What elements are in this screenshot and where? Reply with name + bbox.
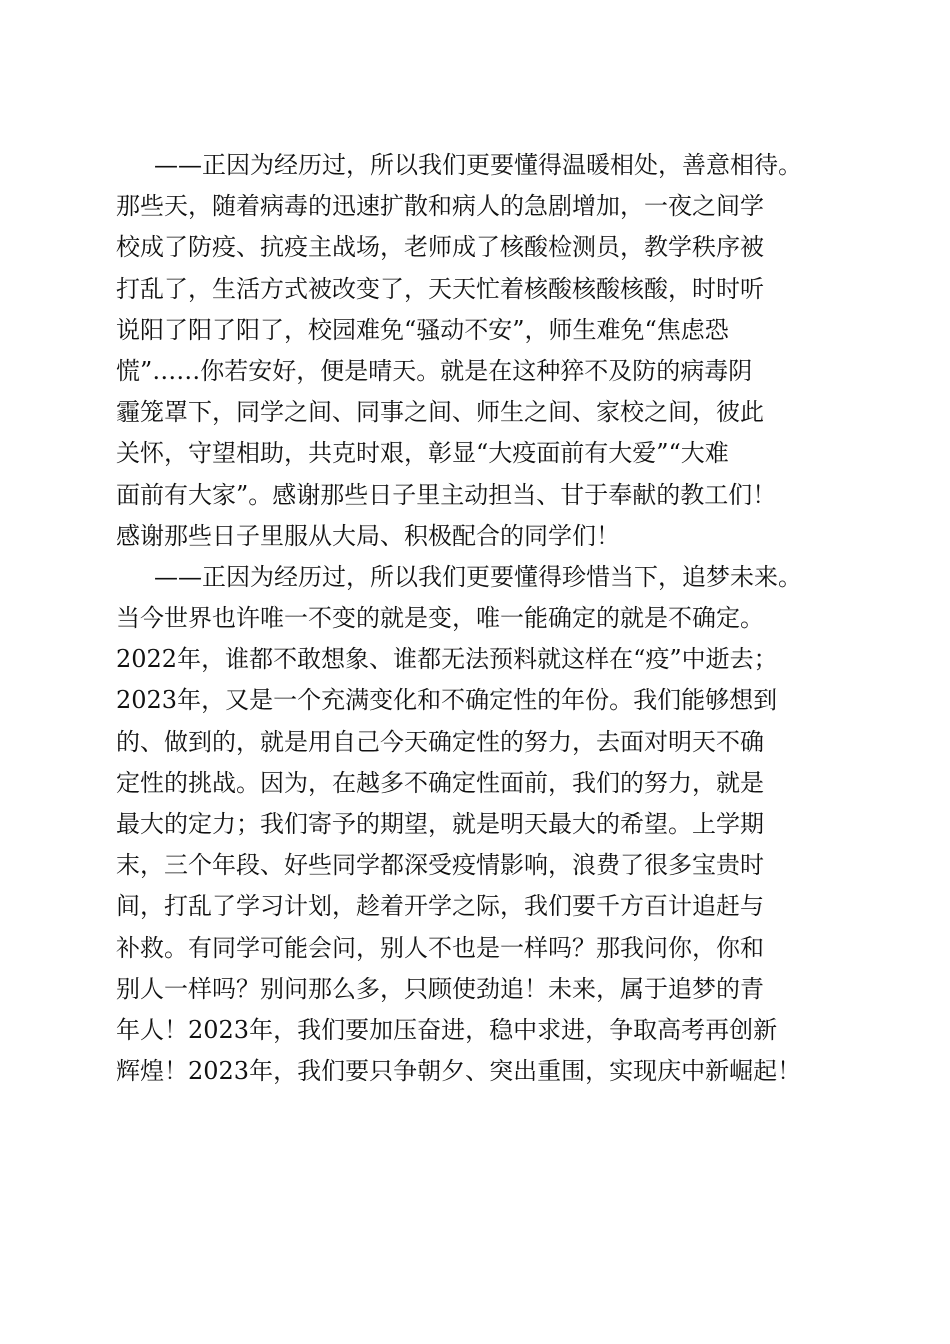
paragraph-cherish — [116, 557, 841, 1092]
paragraph-line: 辉煌！2023年，我们要只争朝夕、突出重围，实现庆中新崛起！ — [116, 1057, 802, 1086]
paragraph-line: 霾笼罩下，同学之间、同事之间、师生之间、家校之间，彼此 — [116, 398, 764, 427]
paragraph-line: 2022年，谁都不敢想象、谁都无法预料就这样在“疫”中逝去； — [116, 645, 778, 674]
paragraph-line: 当今世界也许唯一不变的就是变，唯一能确定的就是不确定。 — [116, 604, 764, 633]
paragraph-line: 打乱了，生活方式被改变了，天天忙着核酸核酸核酸，时时听 — [116, 274, 764, 303]
paragraph-line: 别人一样吗？别问那么多，只顾使劲追！未来，属于追梦的青 — [116, 974, 764, 1003]
paragraph-line: 末，三个年段、好些同学都深受疫情影响，浪费了很多宝贵时 — [116, 851, 764, 880]
paragraph-line: 面前有大家”。感谢那些日子里主动担当、甘于奉献的教工们！ — [116, 480, 777, 509]
paragraph-line: 年人！2023年，我们要加压奋进，稳中求进，争取高考再创新 — [116, 1015, 778, 1044]
paragraph-line: ——正因为经历过，所以我们更要懂得温暖相处，善意相待。 — [154, 151, 802, 179]
paragraph-line: 关怀，守望相助，共克时艰，彰显“大疫面前有大爱”“大难 — [116, 439, 729, 468]
paragraph-line: 那些天，随着病毒的迅速扩散和病人的急剧增加，一夜之间学 — [116, 192, 764, 221]
paragraph-line: 定性的挑战。因为，在越多不确定性面前，我们的努力，就是 — [116, 768, 764, 797]
paragraph-line: ——正因为经历过，所以我们更要懂得珍惜当下，追梦未来。 — [154, 562, 802, 591]
paragraph-line: 2023年，又是一个充满变化和不确定性的年份。我们能够想到 — [116, 686, 778, 715]
paragraph-line: 说阳了阳了阳了，校园难免“骚动不安”，师生难免“焦虑恐 — [116, 315, 729, 344]
paragraph-line: 间，打乱了学习计划，趁着开学之际，我们要千方百计追赶与 — [116, 892, 764, 921]
paragraph-line: 最大的定力；我们寄予的期望，就是明天最大的希望。上学期 — [116, 810, 764, 838]
paragraph-line: 感谢那些日子里服从大局、积极配合的同学们！ — [116, 521, 620, 550]
paragraph-line: 慌”……你若安好，便是晴天。就是在这种猝不及防的病毒阴 — [116, 356, 753, 385]
paragraph-line: 校成了防疫、抗疫主战场，老师成了核酸检测员，教学秩序被 — [116, 233, 764, 262]
body-text — [116, 145, 841, 1092]
paragraph-line: 补救。有同学可能会问，别人不也是一样吗？那我问你，你和 — [116, 933, 764, 962]
paragraph-warmth — [116, 145, 841, 557]
paragraph-line: 的、做到的，就是用自己今天确定性的努力，去面对明天不确 — [116, 727, 764, 756]
